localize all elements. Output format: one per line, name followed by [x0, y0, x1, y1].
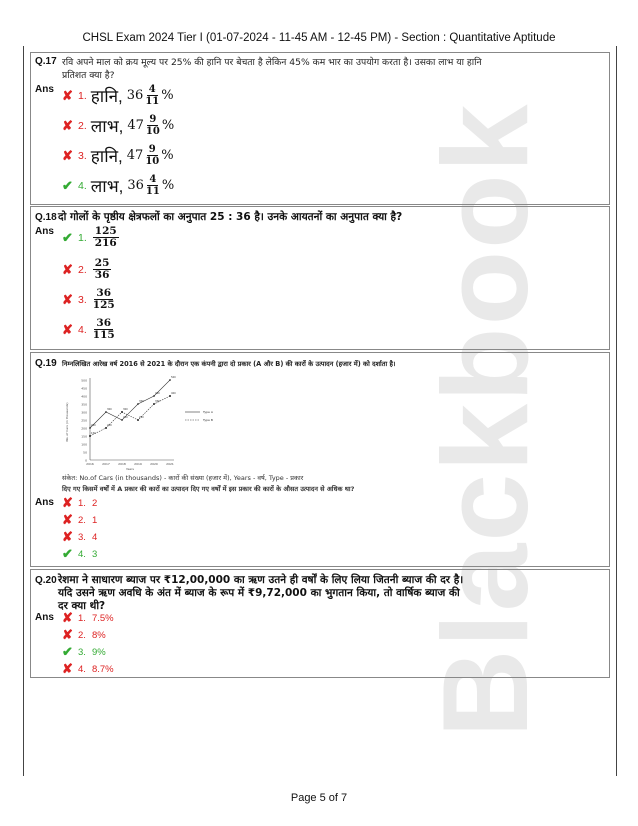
y-tick-label: 50: [83, 450, 87, 455]
fraction: [146, 174, 160, 197]
denominator: 11: [145, 96, 160, 107]
numerator: 4: [149, 174, 157, 185]
answer-option: [62, 546, 101, 562]
answer-option: [62, 644, 110, 660]
y-tick-label: 300: [81, 410, 87, 415]
option-word: हानि,: [90, 147, 123, 166]
x-tick-label: 2019: [134, 462, 142, 466]
numerator: 36: [96, 317, 112, 329]
answer-option: [62, 226, 121, 249]
data-point: [121, 411, 123, 413]
numerator: 125: [94, 225, 117, 237]
page-footer: Page 5 of 7: [290, 792, 348, 804]
numerator: 25: [94, 257, 110, 269]
numerator: 36: [96, 287, 112, 299]
option-text: 7.5%: [91, 612, 114, 624]
option-text: 9%: [91, 646, 106, 658]
x-tick-label: 2021: [166, 462, 174, 466]
question-text: यदि उसने ऋण अवधि के अंत में ब्याज के रूप में ₹9,72,000 का भुगतान किया, तो वार्षिक ब्याज की: [58, 587, 460, 599]
answer-label: Ans: [35, 226, 54, 237]
fraction: [93, 288, 115, 311]
numerator: 4: [148, 84, 156, 95]
option-text: 2: [91, 497, 98, 509]
x-tick-label: 2018: [118, 462, 126, 466]
x-axis-label: Years: [126, 467, 134, 471]
option-text: 4: [91, 531, 98, 543]
page-header: CHSL Exam 2024 Tier I (01-07-2024 - 11-45 AM - 12-45 PM) - Section : Quantitative Aptitude: [82, 32, 556, 44]
answer-label: Ans: [35, 497, 54, 508]
x-tick-label: 2017: [102, 462, 110, 466]
data-point: [137, 403, 139, 405]
data-point: [153, 403, 155, 405]
question-text: रवि अपने माल को क्रय मूल्य पर 25% की हानि पर बेचता है लेकिन 45% कम भार का उपयोग करता है। उसका लाभ या हानि: [62, 57, 482, 68]
option-number: 4.: [78, 179, 87, 192]
data-label: 350: [155, 400, 160, 403]
answer-option: [62, 288, 117, 311]
answer-option: [62, 144, 174, 167]
question-number: Q.18: [35, 212, 57, 223]
option-number: 2.: [78, 514, 86, 526]
check-icon: ✔: [62, 177, 73, 193]
answer-option: [62, 661, 118, 677]
denominator: 11: [145, 186, 160, 197]
question-text: रेशमा ने साधारण ब्याज पर ₹12,00,000 का ऋण उतने ही वर्षों के लिए लिया जितनी ब्याज की दर है।: [58, 574, 464, 586]
option-number: 3.: [78, 149, 87, 162]
answer-option: [62, 610, 118, 626]
data-point: [105, 427, 107, 429]
series-line: [90, 380, 170, 428]
cross-icon: ✘: [62, 117, 73, 133]
y-tick-label: 100: [81, 442, 87, 447]
data-point: [121, 419, 123, 421]
cross-icon: ✘: [62, 512, 73, 527]
cross-icon: ✘: [62, 291, 73, 307]
answer-option: [62, 627, 110, 643]
whole-number: 47: [126, 148, 144, 163]
data-label: 200: [91, 424, 96, 427]
question-text: दर क्या थी?: [58, 600, 106, 612]
question-text: दो गोलों के पृष्ठीय क्षेत्रफलों का अनुपात 25 : 36 है। उनके आयतनों का अनुपात क्या है?: [58, 211, 403, 223]
y-tick-label: 350: [81, 402, 87, 407]
line-chart: [60, 372, 260, 472]
legend-label: Type A: [203, 410, 213, 414]
data-label: 250: [139, 416, 144, 419]
denominator: 115: [92, 329, 115, 341]
denominator: 216: [94, 237, 117, 249]
fraction: [93, 258, 112, 281]
option-number: 4.: [78, 663, 86, 675]
chart-note: संकेत: No.of Cars (in thousands) - कारों की संख्या (हजार में), Years - वर्ष, Type - प्रकार: [62, 474, 304, 482]
x-tick-label: 2020: [150, 462, 158, 466]
check-icon: ✔: [62, 644, 73, 659]
percent-sign: %: [161, 178, 175, 193]
y-tick-label: 450: [81, 386, 87, 391]
data-label: 250: [123, 416, 128, 419]
cross-icon: ✘: [62, 261, 73, 277]
legend-label: Type B: [203, 418, 213, 422]
data-label: 300: [123, 408, 128, 411]
option-number: 2.: [78, 629, 86, 641]
cross-icon: ✘: [62, 627, 73, 642]
fraction: [146, 114, 160, 137]
fraction: [93, 226, 119, 249]
data-point: [169, 395, 171, 397]
question-number: Q.17: [35, 56, 57, 67]
option-text: 3: [91, 548, 98, 560]
answer-option: [62, 114, 174, 137]
fraction: [145, 144, 159, 167]
data-point: [153, 395, 155, 397]
option-number: 1.: [78, 89, 87, 102]
cross-icon: ✘: [62, 87, 73, 103]
y-tick-label: 150: [81, 434, 87, 439]
answer-option: [62, 174, 174, 197]
whole-number: 36: [127, 178, 144, 193]
option-text: 1: [91, 514, 98, 526]
option-text: 8%: [91, 629, 106, 641]
option-number: 3.: [78, 293, 87, 306]
data-label: 350: [139, 400, 144, 403]
cross-icon: ✘: [62, 610, 73, 625]
data-point: [105, 411, 107, 413]
numerator: 9: [148, 144, 156, 155]
percent-sign: %: [161, 118, 175, 133]
data-label: 400: [155, 392, 160, 395]
y-tick-label: 400: [81, 394, 87, 399]
option-number: 1.: [78, 497, 86, 509]
option-number: 1.: [78, 231, 87, 244]
denominator: 36: [94, 269, 110, 281]
numerator: 9: [149, 114, 157, 125]
question-prompt: दिए गए किसमें वर्षों में A प्रकार की कारों का उत्पादन दिए गए वर्षों में इस प्रकार की कारों के औसत उत्पादन से अधिक था?: [62, 485, 355, 493]
answer-option: [62, 529, 101, 545]
whole-number: 36: [126, 88, 144, 103]
answer-option: [62, 318, 117, 341]
denominator: 10: [145, 156, 160, 167]
option-word: लाभ,: [90, 117, 124, 136]
denominator: 125: [92, 299, 115, 311]
question-number: Q.19: [35, 358, 57, 369]
check-icon: ✔: [62, 229, 73, 245]
question-number: Q.20: [35, 575, 57, 586]
data-point: [137, 419, 139, 421]
answer-label: Ans: [35, 84, 54, 95]
answer-option: [62, 84, 174, 107]
y-tick-label: 250: [81, 418, 87, 423]
data-label: 200: [107, 424, 112, 427]
data-label: 500: [171, 376, 176, 379]
question-text: प्रतिशत क्या है?: [62, 70, 115, 81]
data-label: 300: [107, 408, 112, 411]
option-number: 3.: [78, 646, 86, 658]
percent-sign: %: [161, 88, 174, 103]
data-label: 150: [91, 432, 96, 435]
cross-icon: ✘: [62, 321, 73, 337]
cross-icon: ✘: [62, 495, 73, 510]
data-point: [89, 427, 91, 429]
data-point: [89, 435, 91, 437]
option-number: 2.: [78, 119, 87, 132]
data-label: 400: [171, 392, 176, 395]
data-point: [169, 379, 171, 381]
x-tick-label: 2016: [86, 462, 94, 466]
watermark: Blackbook: [417, 102, 553, 738]
fraction: [145, 84, 159, 107]
y-tick-label: 500: [81, 378, 87, 383]
answer-option: [62, 512, 101, 528]
fraction: [93, 318, 115, 341]
option-number: 3.: [78, 531, 86, 543]
option-word: हानि,: [90, 87, 123, 106]
y-tick-label: 200: [81, 426, 87, 431]
option-number: 1.: [78, 612, 86, 624]
answer-label: Ans: [35, 612, 54, 623]
denominator: 10: [145, 126, 160, 137]
whole-number: 47: [127, 118, 144, 133]
answer-option: [62, 258, 113, 281]
answer-option: [62, 495, 101, 511]
option-number: 4.: [78, 548, 86, 560]
option-word: लाभ,: [90, 177, 124, 196]
option-number: 2.: [78, 263, 87, 276]
cross-icon: ✘: [62, 661, 73, 676]
percent-sign: %: [161, 148, 174, 163]
option-text: 8.7%: [91, 663, 114, 675]
cross-icon: ✘: [62, 529, 73, 544]
check-icon: ✔: [62, 546, 73, 561]
y-axis-label: No. of Cars (in thousands): [65, 402, 69, 442]
cross-icon: ✘: [62, 147, 73, 163]
y-tick-label: 0: [85, 458, 87, 463]
question-text: निम्नलिखित आरेख वर्ष 2016 से 2021 के दौरान एक कंपनी द्वारा दो प्रकार (A और B) की कारों के उत्पादन (हजार में) को दर्शाता है।: [62, 360, 396, 368]
option-number: 4.: [78, 323, 87, 336]
